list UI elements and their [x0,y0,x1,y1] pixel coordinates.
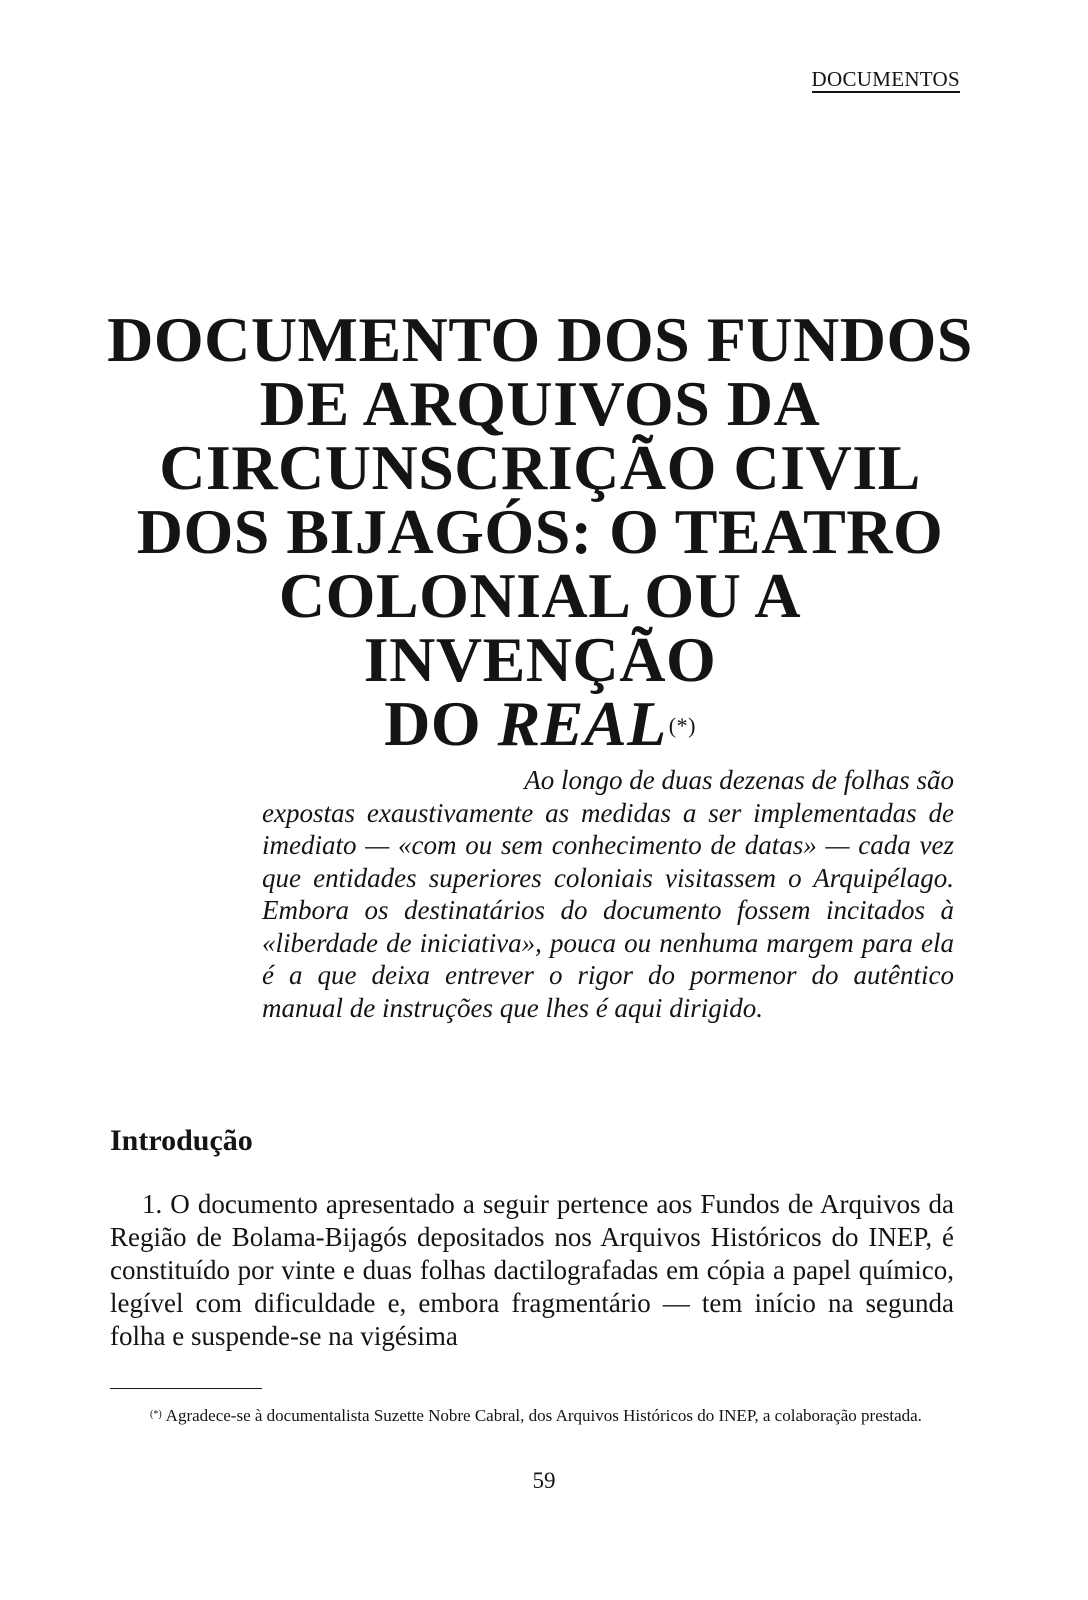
title-line-2: DE ARQUIVOS DA [259,368,821,439]
document-title [100,304,980,759]
epigraph [262,764,954,1024]
running-header: DOCUMENTOS [811,67,960,91]
epigraph-text: expostas exaustivamente as medidas a ser implementadas de imediato — «com ou sem conhecimento de datas» — cada vez que entidades superiores coloniais visitassem o Arquipélago. Embora os destinatários do documento fossem incitados à «liberdade de iniciativa», pouca ou nenhuma margem para ela é a que deixa entrever o rigor do pormenor do autêntico manual de instruções que lhes é aqui dirigido. [262,797,954,1023]
title-line-4: DOS BIJAGÓS: O TEATRO [136,496,944,567]
title-note-marker: (*) [668,713,696,738]
footnote-text: Agradece-se à documentalista Suzette Nobre Cabral, dos Arquivos Históricos do INEP, a colaboração prestada. [165,1406,922,1425]
page-number: 59 [532,1468,556,1493]
section-heading: Introdução [110,1124,253,1157]
title-italic-word: REAL [497,688,667,759]
title-last-prefix: DO [384,688,482,759]
title-line-5: COLONIAL OU A INVENÇÃO [278,560,802,695]
footnote-divider [110,1388,262,1389]
title-line-3: CIRCUNSCRIÇÃO CIVIL [159,432,921,503]
epigraph-first-line: Ao longo de duas dezenas de folhas são [524,765,954,795]
footnote [110,1404,954,1427]
title-line-6 [100,688,980,759]
body-paragraph: 1. O documento apresentado a seguir pertence aos Fundos de Arquivos da Região de Bolama-Bijagós depositados nos Arquivos Históricos do INEP, é constituído por vinte e duas folhas dactilografadas em cópia a papel químico, legível com dificuldade e, embora fragmentário — tem início na segunda folha e suspende-se na vigésima [110,1189,954,1351]
footnote-marker: (*) [150,1409,162,1420]
title-line-1: DOCUMENTO DOS FUNDOS [107,304,973,375]
